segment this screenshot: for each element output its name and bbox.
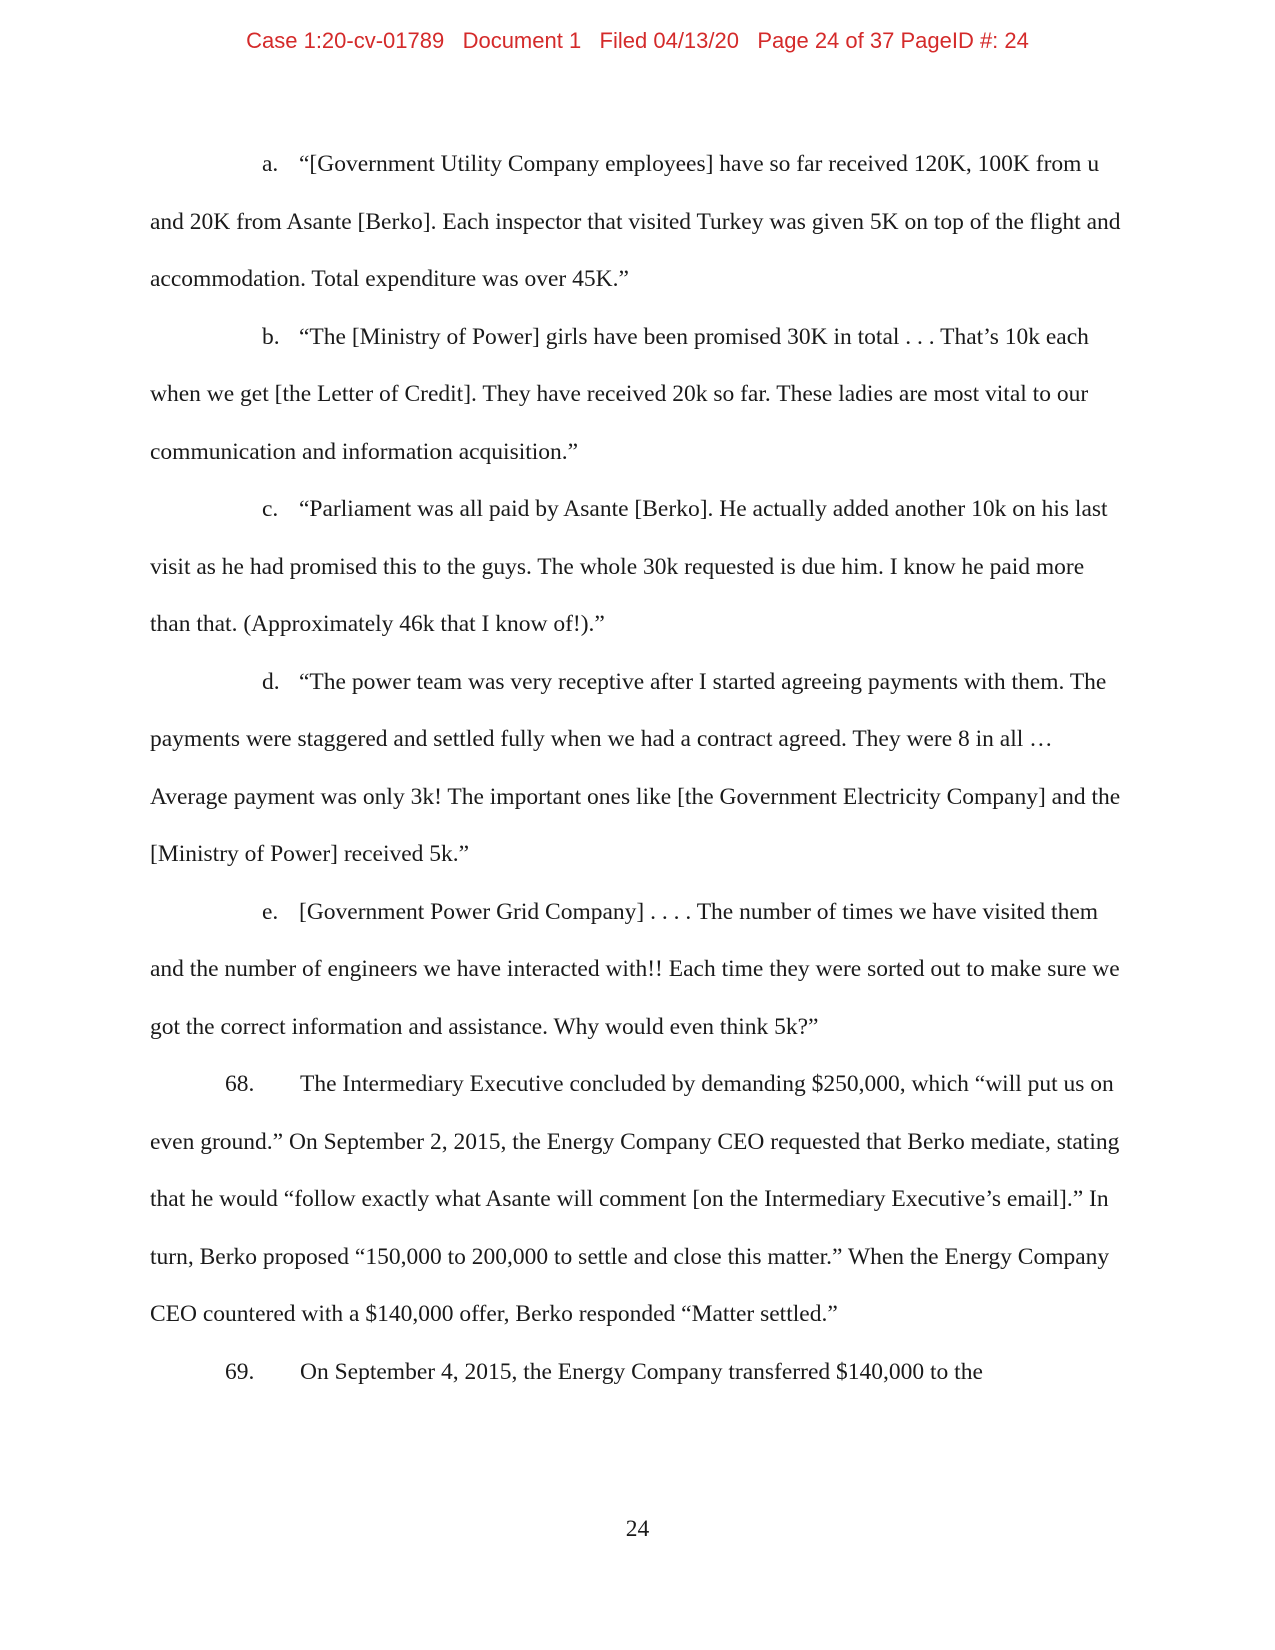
paragraph-marker: e. (262, 898, 279, 925)
paragraph-marker: c. (262, 496, 279, 522)
paragraph-text: “The power team was very receptive after I started agreeing payments with them. The payments were staggered and settled fully when we had a contract agreed. They were 8 in all … Average payment was only 3k! The important ones like [the Government Electricity Company] and the [Ministry of Power] received 5k.” (150, 668, 1121, 867)
page-id: Page 24 of 37 PageID #: 24 (757, 28, 1029, 53)
paragraph-69 (150, 1344, 1125, 1402)
paragraph-d (150, 654, 1125, 884)
paragraph-text: “[Government Utility Company employees] have so far received 120K, 100K from u and 20K from Asante [Berko]. Each inspector that visited Turkey was given 5K on top of the flight and accommodation. Total expenditure was over 45K.” (150, 151, 1121, 292)
paragraph-number: 69. (225, 1358, 255, 1385)
case-header (0, 28, 1275, 54)
document-number: Document 1 (462, 28, 582, 53)
paragraph-68 (150, 1056, 1125, 1344)
document-body (150, 136, 1125, 1401)
paragraph-b (150, 309, 1125, 482)
paragraph-number: 68. (225, 1071, 255, 1097)
case-number: Case 1:20-cv-01789 (246, 28, 445, 53)
paragraph-c (150, 481, 1125, 654)
page-number: 24 (625, 1516, 650, 1542)
filed-date: Filed 04/13/20 (599, 28, 739, 53)
paragraph-text: [Government Power Grid Company] . . . . The number of times we have visited them and the number of engineers we have interacted with!! Each time they were sorted out to make sure we got the correct information and assistance. Why would even think 5k?” (150, 898, 1120, 1040)
paragraph-text: “The [Ministry of Power] girls have been promised 30K in total . . . That’s 10k each when we get [the Letter of Credit]. They have received 20k so far. These ladies are most vital to our communication and information acquisition.” (150, 323, 1089, 465)
paragraph-a (150, 136, 1125, 309)
paragraph-text: On September 4, 2015, the Energy Company transferred $140,000 to the (300, 1358, 983, 1385)
paragraph-text: “Parliament was all paid by Asante [Berko]. He actually added another 10k on his last visit as he had promised this to the guys. The whole 30k requested is due him. I know he paid more than that. (Approximately 46k that I know of!).” (150, 496, 1108, 637)
paragraph-marker: a. (262, 151, 279, 177)
paragraph-e (150, 884, 1125, 1057)
paragraph-text: The Intermediary Executive concluded by demanding $250,000, which “will put us on even ground.” On September 2, 2015, the Energy Company CEO requested that Berko mediate, stating that he would “follow exactly what Asante will comment [on the Intermediary Executive’s email].” In turn, Berko proposed “150,000 to 200,000 to settle and close this matter.” When the Energy Company CEO countered with a $140,000 offer, Berko responded “Matter settled.” (150, 1071, 1120, 1327)
paragraph-marker: d. (262, 668, 280, 695)
paragraph-marker: b. (262, 323, 280, 350)
